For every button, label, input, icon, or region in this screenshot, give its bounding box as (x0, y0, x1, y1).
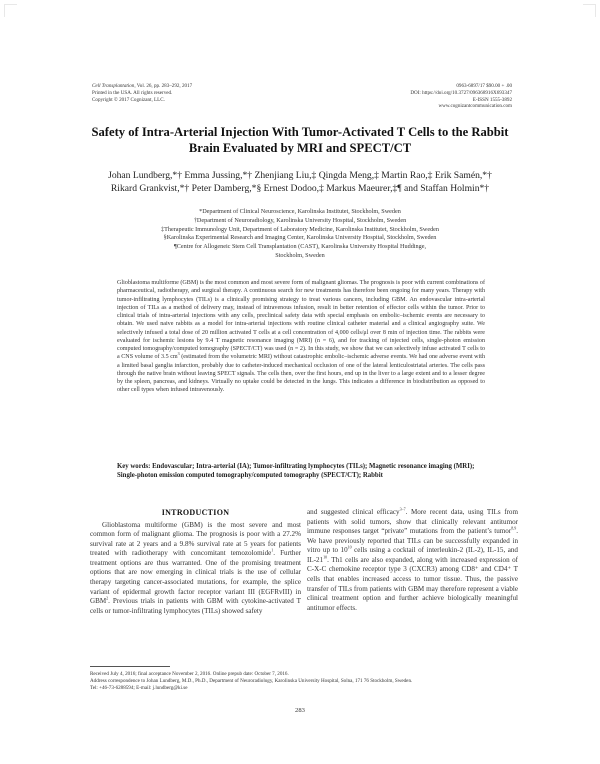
citation-ref[interactable]: 1 (271, 547, 274, 553)
footnote-divider (90, 666, 170, 667)
copyright-notice: Copyright © 2017 Cognizant, LLC. (92, 96, 165, 103)
footnote-contact: Tel: +46-73-6288594; E-mail: j.lundberg@ki.se (90, 685, 188, 691)
author-list (60, 169, 540, 195)
journal-header-left (92, 83, 192, 103)
intro-text: and suggested clinical efficacy (307, 508, 400, 516)
issn-code: 0963-6897/17 $90.00 + .00 (456, 83, 512, 89)
page-number: 283 (295, 707, 305, 714)
intro-text: . Th1 cells are also expanded, along with increased expression of C-X-C chemokine receptor type 3 (CXCR3) among CD8⁺ and CD4⁺ T cells that enables increased access to tumor tissue. Thus, the passive transfer of TILs from patients with GBM may therefore represent a viable clinical treatment option and further achieve biologically meaningful antitumor effects. (307, 555, 518, 612)
section-heading-introduction: INTRODUCTION (161, 508, 230, 517)
intro-text: . More recent data, using TILs from patients with solid tumors, show that clinically relevant antitumor immune responses target “private” mutations from the patient’s tumor (307, 508, 518, 536)
keywords: Key words: Endovascular; Intra-arterial (IA); Tumor-infiltrating lymphocytes (TILs); Magnetic resonance imaging (MRI); Single-photon emission computed tomography/computed tomography (SPECT/CT); Rabbit (117, 463, 475, 479)
intro-text: Glioblastoma multiforme (GBM) is the most severe and most common form of malignant glioma. The prognosis is poor with a 27.2% survival rate at 2 years and a 9.8% survival rate at 5 years for patients treated with radiotherapy with concomitant temozolomide (90, 520, 301, 558)
eissn: E-ISSN 1555-3892 (472, 96, 512, 103)
intro-column-left (90, 508, 301, 616)
journal-name: Cell Transplantation (92, 83, 135, 89)
footnote (90, 671, 520, 692)
affiliation: §Karolinska Experimental Research and Imaging Center, Karolinska University Hospital, Stockholm, Sweden (163, 234, 437, 242)
intro-text: . Further treatment options are thus warranted. One of the promising treatment options that are now emerging in clinical trials is the use of cellular therapy targeting cancer-associated mutations, for example, the splice variant of epidermal growth factor receptor variant III (EGFRvIII) in GBM (90, 549, 301, 606)
intro-text: cells using a cocktail of interleukin-2 (IL-2), IL-15, and IL-21 (307, 546, 518, 564)
citation-ref[interactable]: 2 (106, 595, 109, 601)
citation-ref[interactable]: 10 (323, 554, 328, 560)
affiliations (100, 208, 500, 261)
abstract (117, 279, 485, 395)
abstract-text-1: Glioblastoma multiforme (GBM) is the most common and most severe form of malignant gliomas. The prognosis is poor with current combinations of pharmaceutical, radiotherapy, and surgical therapy. A continuous search for new treatments has therefore been ongoing for many years. Therapy with tumor-infiltrating lymphocytes (TILs) is a clinically promising strategy to treat various cancers, including GBM. An endovascular intra-arterial injection of TILs as a method of delivery may, instead of intravenous infusion, result in better retention of effector cells within the tumor. Prior to clinical trials of intra-arterial injections with any cells, preclinical safety data with special emphasis on embolic–ischemic events are necessary to obtain. We used naive rabbits as a model for intra-arterial injections with routine clinical catheter material and a clinical angiography suite. We selectively infused a total dose of 20 million activated T cells at a cell concentration of 4,000 cells/μl over 8 min of injection time. The rabbits were evaluated for ischemic lesions by 9.4 T magnetic resonance imaging (MRI) (n = 6), and for tracking of injected cells, single-photon emission computed tomography/computed tomography (SPECT/CT) was used (n = 2). In this study, we show that we can selectively infuse activated T cells to a CNS volume of 3.5 cm (117, 280, 485, 361)
footnote-correspondence: Address correspondence to Johan Lundberg, M.D., Ph.D., Department of Neuroradiology, Karolinska University Hospital, Solna, 171 76 Stockholm, Sweden. (90, 678, 413, 684)
affiliation: Stockholm, Sweden (275, 251, 325, 259)
affiliation: †Department of Neuroradiology, Karolinska University Hospital, Stockholm, Sweden (193, 216, 407, 224)
journal-header-right (410, 83, 512, 110)
crop-mark-top-left (4, 4, 17, 17)
citation-ref[interactable]: 3–7 (399, 506, 406, 512)
authors-line-2: Rikard Grankvist,*† Peter Damberg,*§ Ernest Dodoo,‡ Markus Maeurer,‡¶ and Staffan Holmin*† (110, 183, 490, 194)
intro-text: . We have previously reported that TILs can be successfully expanded in vitro up to 10 (307, 527, 518, 555)
website-link[interactable]: www.cognizantcommunication.com (438, 103, 512, 110)
title-line-1: Safety of Intra-Arterial Injection With Tumor-Activated T Cells to the Rabbit (91, 125, 509, 139)
article-title (60, 124, 540, 156)
title-line-2: Brain Evaluated by MRI and SPECT/CT (188, 141, 412, 155)
intro-paragraph-continued (307, 508, 518, 613)
printed-notice: Printed in the USA. All rights reserved. (92, 89, 173, 96)
intro-column-right (307, 508, 518, 613)
affiliation: ¶Centre for Allogeneic Stem Cell Transplantation (CAST), Karolinska University Hospital Huddinge, (174, 243, 426, 251)
footnote-received: Received July 4, 2016; final acceptance November 2, 2016. Online prepub date: October 7, 2016. (90, 671, 289, 677)
abstract-text-2: (estimated from the volumetric MRI) without catastrophic embolic–ischemic adverse events. We had one adverse event with a limited basal ganglia infarction, probably due to catheter-induced mechanical occlusion of one of the lateral lenticulostriatal arteries. The cells pass through the native brain without leaving SPECT signals. The cells then, over the first hours, end up in the liver to a large extent and to a lesser degree by the spleen, pancreas, and kidneys. Virtually no uptake could be detected in the lungs. This indicates a difference in biodistribution as opposed to other cell types when infused intravenously. (117, 354, 486, 394)
abstract-superscript: 3 (177, 351, 180, 357)
intro-text: . Previous trials in patients with GBM with cytokine-activated T cells or tumor-infiltrating lymphocytes (TILs) showed safety (90, 597, 301, 615)
affiliation: ‡Therapeutic Immunology Unit, Department of Laboratory Medicine, Karolinska Institutet, Stockholm, Sweden (160, 225, 440, 233)
superscript-exponent: 10 (347, 544, 352, 550)
intro-paragraph (90, 521, 301, 617)
doi-link[interactable]: DOI: https://doi.org/10.3727/096368916X693347 (410, 89, 512, 96)
journal-citation: , Vol. 26, pp. 283–292, 2017 (134, 83, 193, 89)
affiliation: *Department of Clinical Neuroscience, Karolinska Institutet, Stockholm, Sweden (199, 208, 401, 215)
authors-line-1: Johan Lundberg,*† Emma Jussing,*† Zhenjiang Liu,‡ Qingda Meng,‡ Martin Rao,‡ Erik Samén,*† (108, 170, 492, 181)
citation-ref[interactable]: 8,9 (511, 525, 517, 531)
crop-mark-top-right (583, 4, 596, 17)
